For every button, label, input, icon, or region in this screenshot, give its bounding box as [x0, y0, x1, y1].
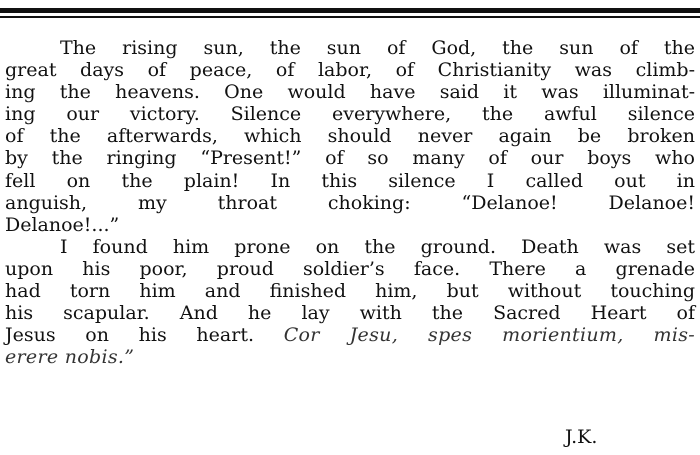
text-line-6: by the ringing “Present!” of so many of our boys who	[5, 147, 695, 170]
text-line-9: Delanoe!...”	[5, 213, 120, 236]
text-line-3: ing the heavens. One would have said it was illuminat-	[5, 81, 695, 104]
text-line-8: anguish, my throat choking: “Delanoe! Delanoe!	[5, 191, 695, 214]
top-rule-thin	[0, 16, 700, 18]
latin-prayer-part-2: erere nobis.”	[5, 346, 135, 369]
text-line-11: upon his poor, proud soldier’s face. There a grenade	[5, 257, 695, 280]
text-line-2: great days of peace, of labor, of Christianity was climb-	[5, 59, 695, 82]
latin-prayer-part-1: Cor Jesu, spes morientium, mis-	[283, 324, 695, 347]
text-line-4: ing our victory. Silence everywhere, the awful silence	[5, 103, 695, 126]
text-line-7: fell on the plain! In this silence I called out in	[5, 169, 695, 192]
text-line-13: his scapular. And he lay with the Sacred Heart of	[5, 302, 695, 325]
top-rule-thick	[0, 8, 700, 13]
text-line-12: had torn him and finished him, but without touching	[5, 280, 695, 303]
text-line-15	[5, 346, 695, 368]
text-line-1: The rising sun, the sun of God, the sun of the	[60, 37, 695, 59]
text-line-5: of the afterwards, which should never again be broken	[5, 125, 695, 148]
text-line-10: I found him prone on the ground. Death was set	[60, 235, 695, 258]
author-signature: J.K.	[565, 426, 598, 448]
text-line-14	[5, 324, 695, 346]
text-line-14-roman: Jesus on his heart.	[5, 324, 284, 347]
article-body	[5, 37, 695, 368]
